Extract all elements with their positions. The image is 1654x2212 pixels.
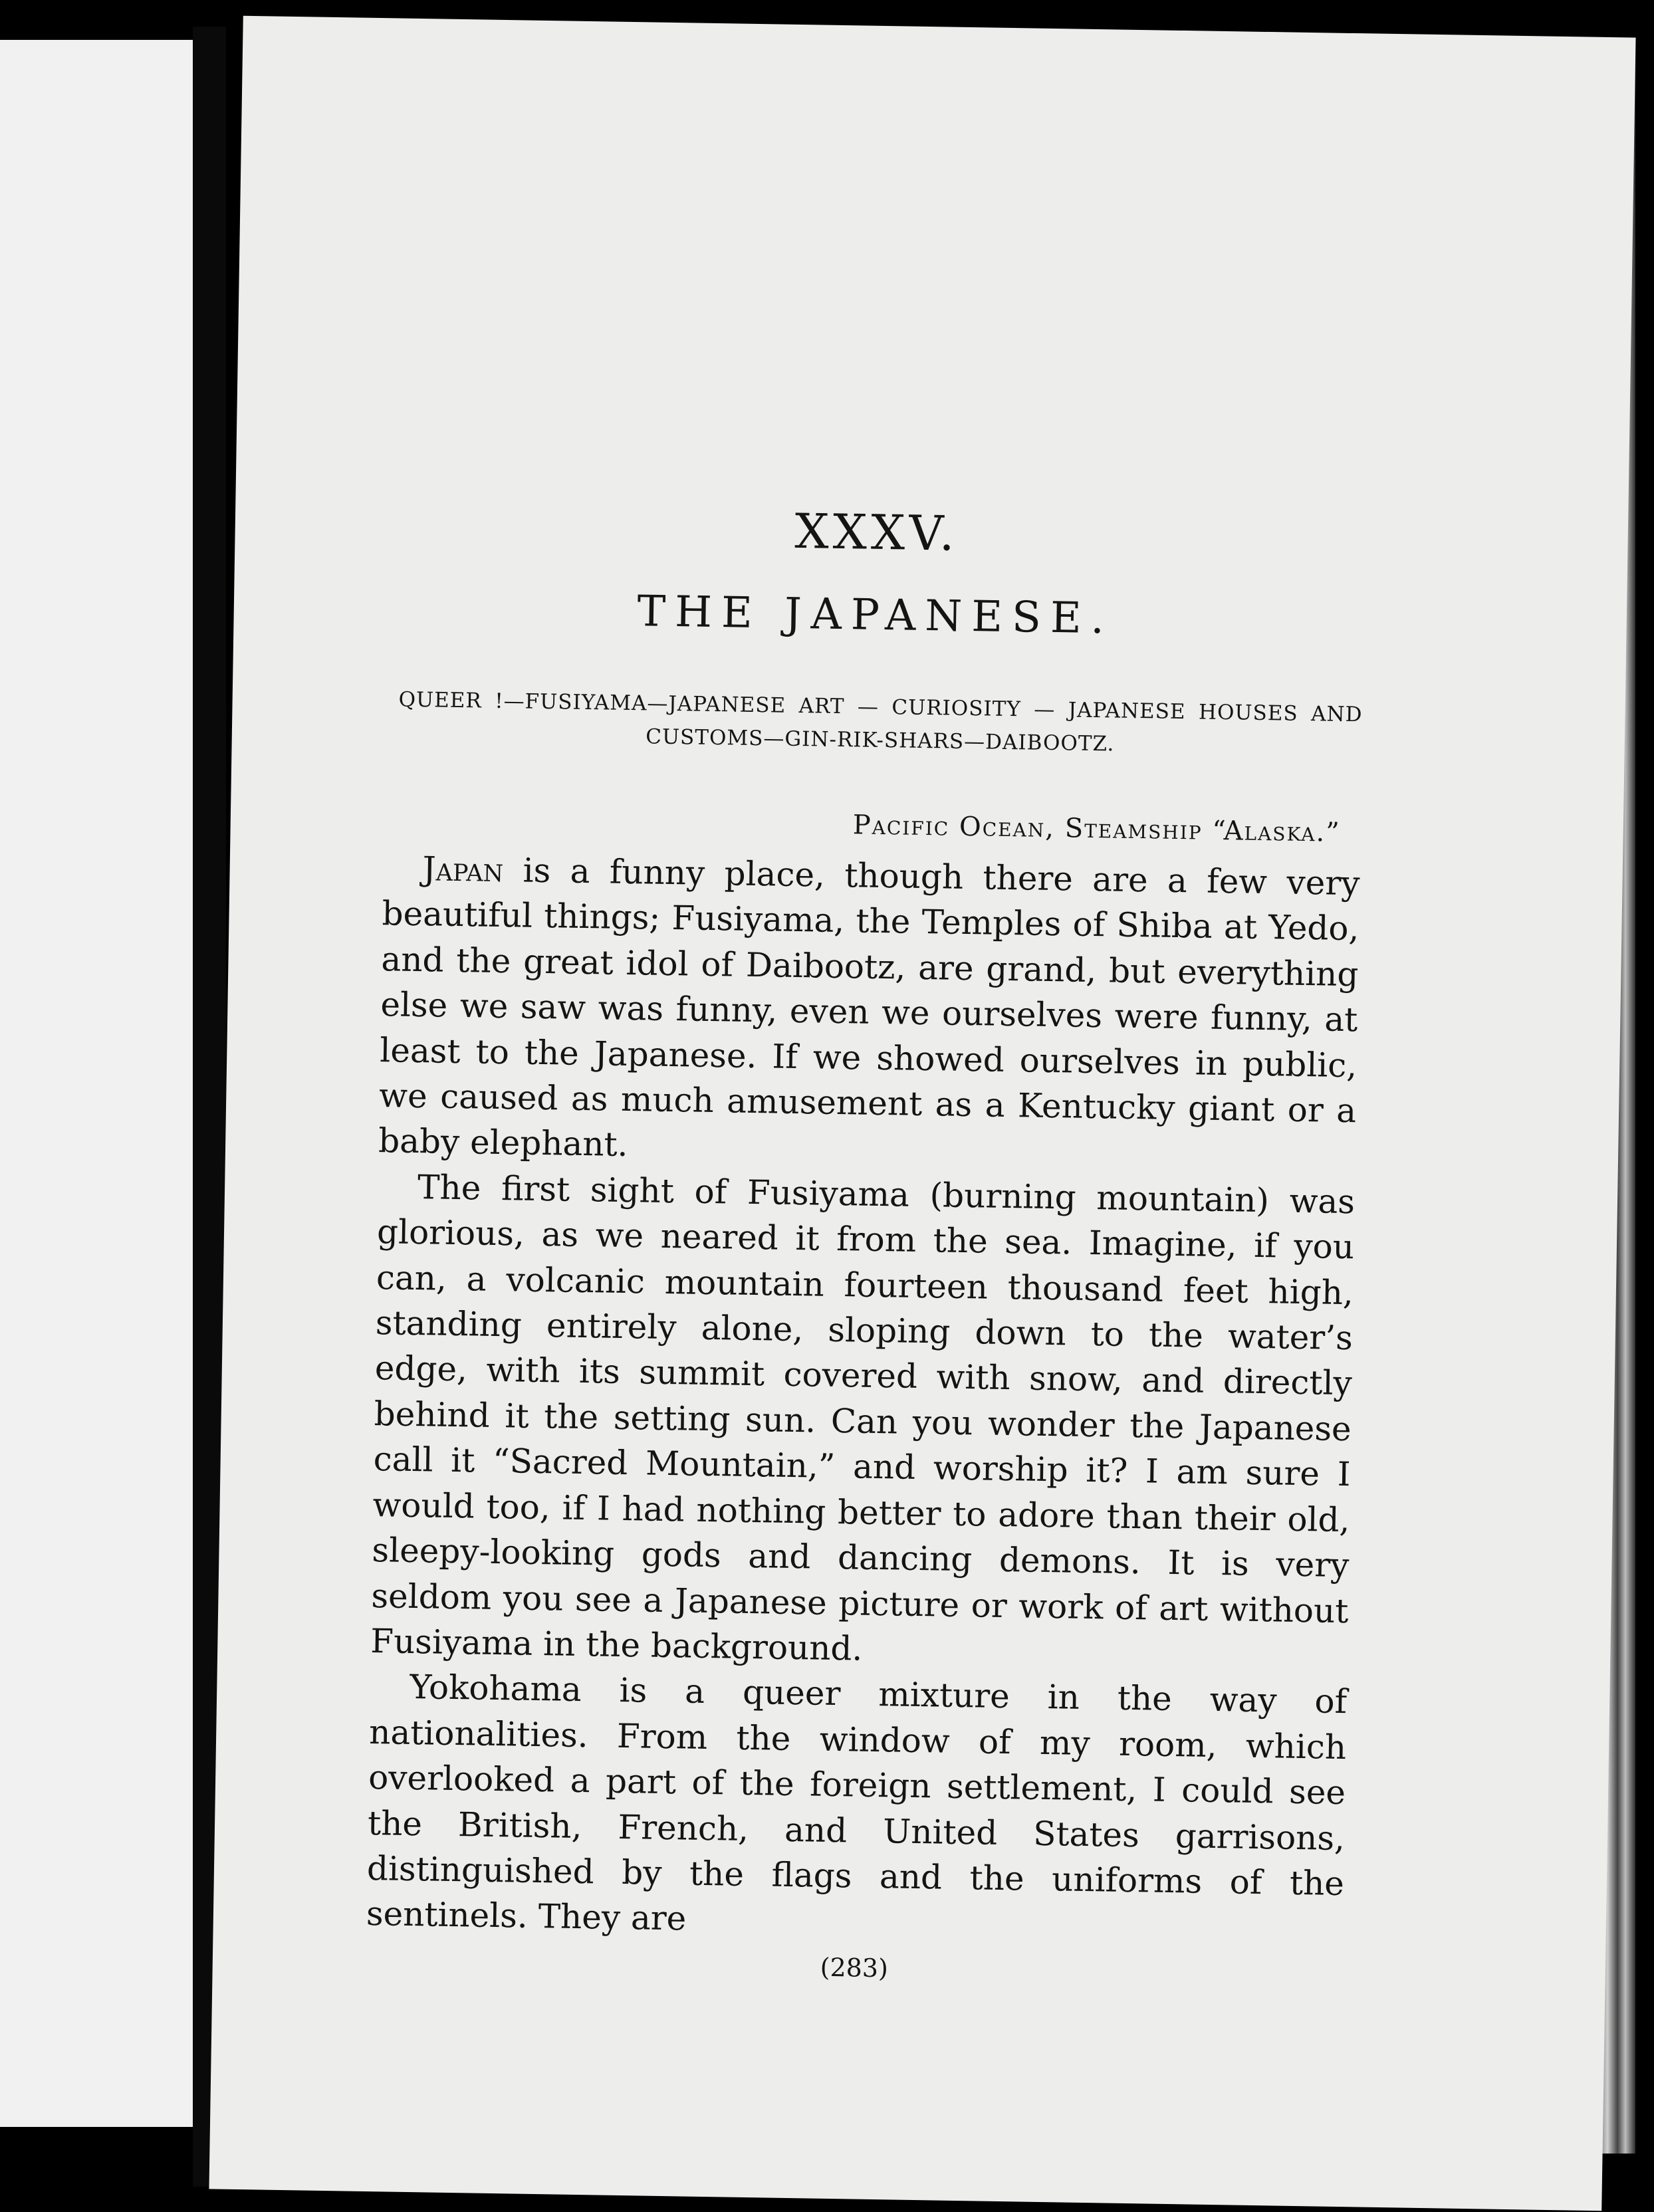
- paragraph-3: [366, 1664, 1347, 1951]
- body-text: [366, 845, 1360, 1952]
- page-number: (283): [820, 1952, 889, 1983]
- text-block: [366, 18, 1373, 1983]
- paragraph-text: The first sight of Fusiyama (burning mountain) was glorious, as we neared it from the sea. Imagine, if you can, a volcanic mountain fourteen thousand feet high, standing entirely alone, sloping down to the water’s edge, with its summit covered with snow, and directly behind it the setting sun. Can you wonder the Japanese call it “Sacred Mountain,” and worship it? I am sure I would too, if I had nothing better to adore than their old, sleepy-looking gods and dancing demons. It is very seldom you see a Japanese picture or work of art without Fusiyama in the background.: [370, 1167, 1356, 1668]
- paragraph-1: [378, 845, 1360, 1179]
- dateline: Pacific Ocean, Steamship “Alaska.”: [852, 810, 1342, 848]
- paragraph-2: [370, 1164, 1356, 1679]
- chapter-title: THE JAPANESE.: [636, 587, 1114, 644]
- chapter-number: XXXV.: [794, 502, 959, 562]
- paragraph-text: Yokohama is a queer mixture in the way of nationalities. From the window of my room, which overlooked a part of the foreign settlement, I could see the British, French, and United States garrisons, distinguished by the flags and the uniforms of the sentinels. They are: [366, 1668, 1348, 1938]
- paragraph-lead: Japan: [422, 849, 504, 890]
- facing-page: [0, 40, 193, 2127]
- book-page: [209, 16, 1635, 2211]
- chapter-summary: QUEER !—FUSIYAMA—JAPANESE ART — CURIOSITY — JAPANESE HOUSES AND CUSTOMS—GIN-RIK-SHARS—DAIBOOTZ.: [398, 687, 1363, 756]
- paragraph-text: is a funny place, though there are a few very beautiful things; Fusiyama, the Temples of Shiba at Yedo, and the great idol of Daibootz, are grand, but everything else we saw was funny, even we ourselves were funny, at least to the Japanese. If we showed ourselves in public, we caused as much amusement as a Kentucky giant or a baby elephant.: [378, 851, 1360, 1164]
